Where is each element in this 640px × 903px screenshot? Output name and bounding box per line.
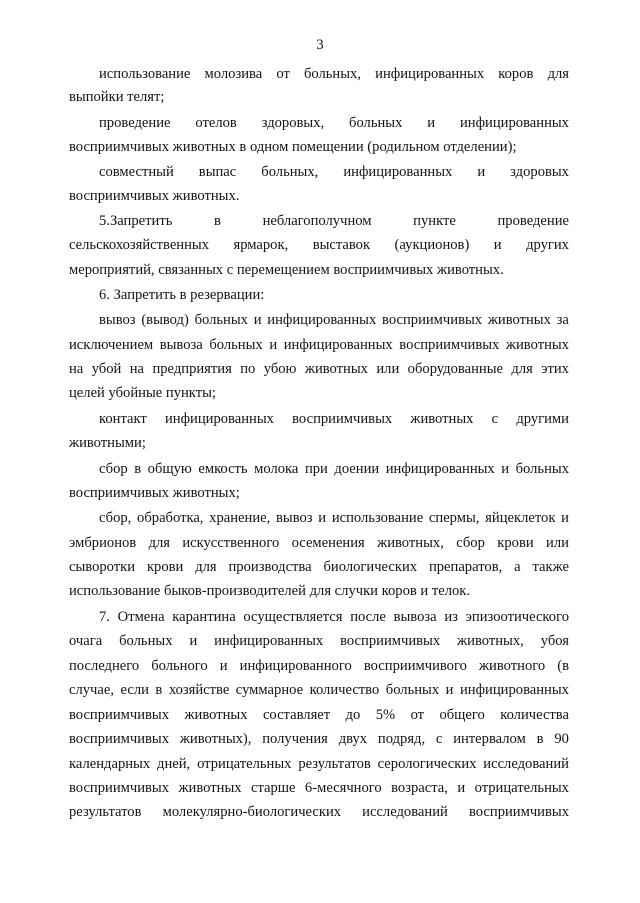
word: спермы, [428, 510, 480, 526]
word: суммарное [235, 682, 304, 698]
word: искусственного [182, 535, 280, 551]
word: 5% [375, 707, 396, 723]
text-line [69, 382, 569, 404]
word: для [195, 559, 217, 575]
word: и [493, 237, 502, 253]
word: после [350, 609, 386, 625]
word: больных [119, 633, 173, 649]
word: подряд, [377, 731, 426, 747]
word: и [561, 510, 569, 526]
word: крови [497, 535, 534, 551]
word: а [514, 559, 521, 575]
word: больных [385, 682, 440, 698]
word: молока [254, 461, 299, 477]
word: восприимчивых [382, 312, 483, 328]
word: емкость [198, 461, 248, 477]
text-line [99, 161, 569, 183]
word: календарных [69, 756, 151, 772]
word: в [134, 461, 142, 477]
word: осуществляется [243, 609, 343, 625]
page-number: 3 [316, 37, 324, 53]
word: количество [309, 682, 380, 698]
word: восприимчивых [69, 780, 170, 796]
word: предприятия [152, 361, 232, 377]
word: восприимчивых [399, 337, 500, 353]
word: или [376, 361, 400, 377]
word: доении [334, 461, 380, 477]
word: для [511, 361, 533, 377]
word: инфицированного [239, 658, 352, 674]
word: эпизоотического [465, 609, 569, 625]
word: двух [338, 731, 368, 747]
word: и [219, 658, 228, 674]
word: если [120, 682, 149, 698]
text-line [69, 655, 569, 677]
word: исключением [69, 337, 154, 353]
word: коров [498, 66, 534, 82]
word: животных, [457, 633, 524, 649]
word: инфицированных [164, 411, 274, 427]
word: вывоз [99, 312, 136, 328]
text-line [99, 112, 569, 134]
word: вывоз [276, 510, 313, 526]
word: использование [331, 510, 424, 526]
word: обработка, [137, 510, 204, 526]
word: с [491, 411, 499, 427]
word: восприимчивых [468, 804, 569, 820]
word: яйцеклеток [485, 510, 556, 526]
word: молекулярно-биологических [162, 804, 342, 820]
line-text: восприимчивых животных; [69, 485, 240, 501]
word: отелов [195, 115, 237, 131]
text-line [69, 777, 569, 799]
word: от [410, 707, 425, 723]
word: для [547, 66, 569, 82]
word: общего [439, 707, 485, 723]
word: получения [262, 731, 328, 747]
word: больных, [261, 164, 319, 180]
word: пункте [413, 213, 456, 229]
text-line [69, 728, 569, 750]
word: осеменения [291, 535, 365, 551]
word: из [444, 609, 458, 625]
word: инфицированных [343, 164, 453, 180]
word: совместный [99, 164, 174, 180]
word: ярмарок, [233, 237, 289, 253]
text-line [99, 309, 569, 331]
word: от [276, 66, 290, 82]
word: 90 [554, 731, 569, 747]
text-line [69, 704, 569, 726]
word: животных [410, 411, 474, 427]
text-line [69, 580, 569, 602]
word: неблагополучном [262, 213, 372, 229]
word: крови [146, 559, 184, 575]
word: на [129, 361, 145, 377]
word: отрицательных [474, 780, 569, 796]
word: также [532, 559, 569, 575]
word: последнего [69, 658, 140, 674]
word: отрицательных [197, 756, 292, 772]
word: и [269, 337, 278, 353]
word: биологических [323, 559, 418, 575]
word: препаратов, [428, 559, 503, 575]
word: и [189, 633, 198, 649]
word: хозяйстве [168, 682, 230, 698]
word: количества [500, 707, 569, 723]
text-line [69, 234, 569, 256]
word: инфицированных [375, 66, 485, 82]
text-line [69, 86, 569, 108]
word: хранение, [209, 510, 271, 526]
word: возраста, [391, 780, 448, 796]
word: проведение [99, 115, 171, 131]
word: и [427, 115, 436, 131]
word: производства [228, 559, 312, 575]
word: до [345, 707, 361, 723]
word: животных, [377, 535, 444, 551]
word: (аукционов) [394, 237, 470, 253]
word: 7. [99, 609, 110, 625]
word: животных [184, 707, 248, 723]
word: (в [557, 658, 569, 674]
word: больных [349, 115, 403, 131]
text-line [69, 532, 569, 554]
word: интервалом [453, 731, 526, 747]
word: Отмена [117, 609, 165, 625]
word: и [501, 461, 510, 477]
word: при [304, 461, 328, 477]
word: сбор [99, 461, 128, 477]
word: оборудованные [407, 361, 503, 377]
word: больных [209, 337, 263, 353]
word: в [214, 213, 221, 229]
word: животных), [179, 731, 252, 747]
word: восприимчивого [363, 658, 467, 674]
line-text: восприимчивых животных. [69, 188, 240, 204]
text-line [99, 606, 569, 628]
word: проведение [497, 213, 569, 229]
word: сбор, [99, 510, 132, 526]
text-line [69, 801, 569, 823]
word: здоровых, [261, 115, 325, 131]
text-line [69, 556, 569, 578]
line-text: животными; [69, 435, 146, 451]
word: животного [478, 658, 546, 674]
word: использование [99, 66, 191, 82]
word: вывоза [393, 609, 437, 625]
word: больных [194, 312, 248, 328]
line-text: 6. Запретить в резервации: [99, 287, 265, 303]
text-line [69, 259, 569, 281]
word: выпас [198, 164, 237, 180]
word: сельскохозяйственных [69, 237, 210, 253]
word: инфицированных [267, 312, 377, 328]
word: животных [178, 780, 242, 796]
line-text: использование быков-производителей для случки коров и телок. [69, 583, 471, 599]
word: в [536, 731, 544, 747]
line-text: целей убойные пункты; [69, 385, 216, 401]
word: общую [147, 461, 192, 477]
line-text: восприимчивых животных в одном помещении (родильном отделении); [69, 139, 517, 155]
word: другими [516, 411, 569, 427]
word: старше [250, 780, 296, 796]
word: животных [487, 312, 551, 328]
text-line [99, 210, 569, 232]
word: 6-месячного [304, 780, 382, 796]
text-line [69, 482, 569, 504]
word: молозива [204, 66, 263, 82]
word: восприимчивых [69, 707, 170, 723]
word: (вывод) [141, 312, 189, 328]
word: сбор [456, 535, 485, 551]
text-line [69, 432, 569, 454]
line-text: выпойки телят; [69, 89, 165, 105]
word: больных, [303, 66, 361, 82]
word: здоровых [510, 164, 569, 180]
text-line [99, 63, 569, 85]
word: случае, [69, 682, 114, 698]
word: очага [69, 633, 103, 649]
text-line [99, 284, 569, 306]
line-text: мероприятий, связанных с перемещением восприимчивых животных. [69, 262, 504, 278]
word: для [148, 535, 170, 551]
word: других [526, 237, 569, 253]
text-line [69, 136, 569, 158]
word: инфицированных [283, 337, 393, 353]
text-line [69, 334, 569, 356]
text-line [69, 753, 569, 775]
word: карантина [172, 609, 236, 625]
text-line [69, 185, 569, 207]
word: животных [304, 361, 368, 377]
word: и [253, 312, 262, 328]
word: составляет [262, 707, 331, 723]
word: серологических [377, 756, 477, 772]
word: больного [151, 658, 208, 674]
word: исследований [483, 756, 569, 772]
text-line [99, 408, 569, 430]
word: восприимчивых [292, 411, 393, 427]
text-line [99, 458, 569, 480]
word: на [69, 361, 84, 377]
word: и [477, 164, 486, 180]
word: больных [515, 461, 569, 477]
word: этих [541, 361, 569, 377]
word: 5.Запретить [99, 213, 173, 229]
word: инфицированных [385, 461, 495, 477]
word: и [445, 682, 454, 698]
word: исследований [362, 804, 448, 820]
word: восприимчивых [340, 633, 441, 649]
word: в [155, 682, 163, 698]
word: дней, [157, 756, 191, 772]
word: инфицированных [459, 682, 569, 698]
word: убоя [540, 633, 569, 649]
word: сыворотки [69, 559, 136, 575]
word: результатов [298, 756, 371, 772]
text-line [69, 679, 569, 701]
word: по [240, 361, 256, 377]
word: контакт [99, 411, 147, 427]
word: с [435, 731, 443, 747]
text-line [99, 507, 569, 529]
word: восприимчивых [69, 731, 170, 747]
word: вывоза [159, 337, 203, 353]
text-line [69, 358, 569, 380]
word: убой [91, 361, 122, 377]
word: и [318, 510, 327, 526]
word: выставок [312, 237, 371, 253]
word: инфицированных [459, 115, 569, 131]
word: эмбрионов [69, 535, 137, 551]
word: за [556, 312, 569, 328]
word: убою [263, 361, 297, 377]
word: инфицированных [214, 633, 324, 649]
word: и [457, 780, 466, 796]
word: или [546, 535, 569, 551]
text-line [69, 630, 569, 652]
word: животных [505, 337, 569, 353]
word: результатов [69, 804, 142, 820]
